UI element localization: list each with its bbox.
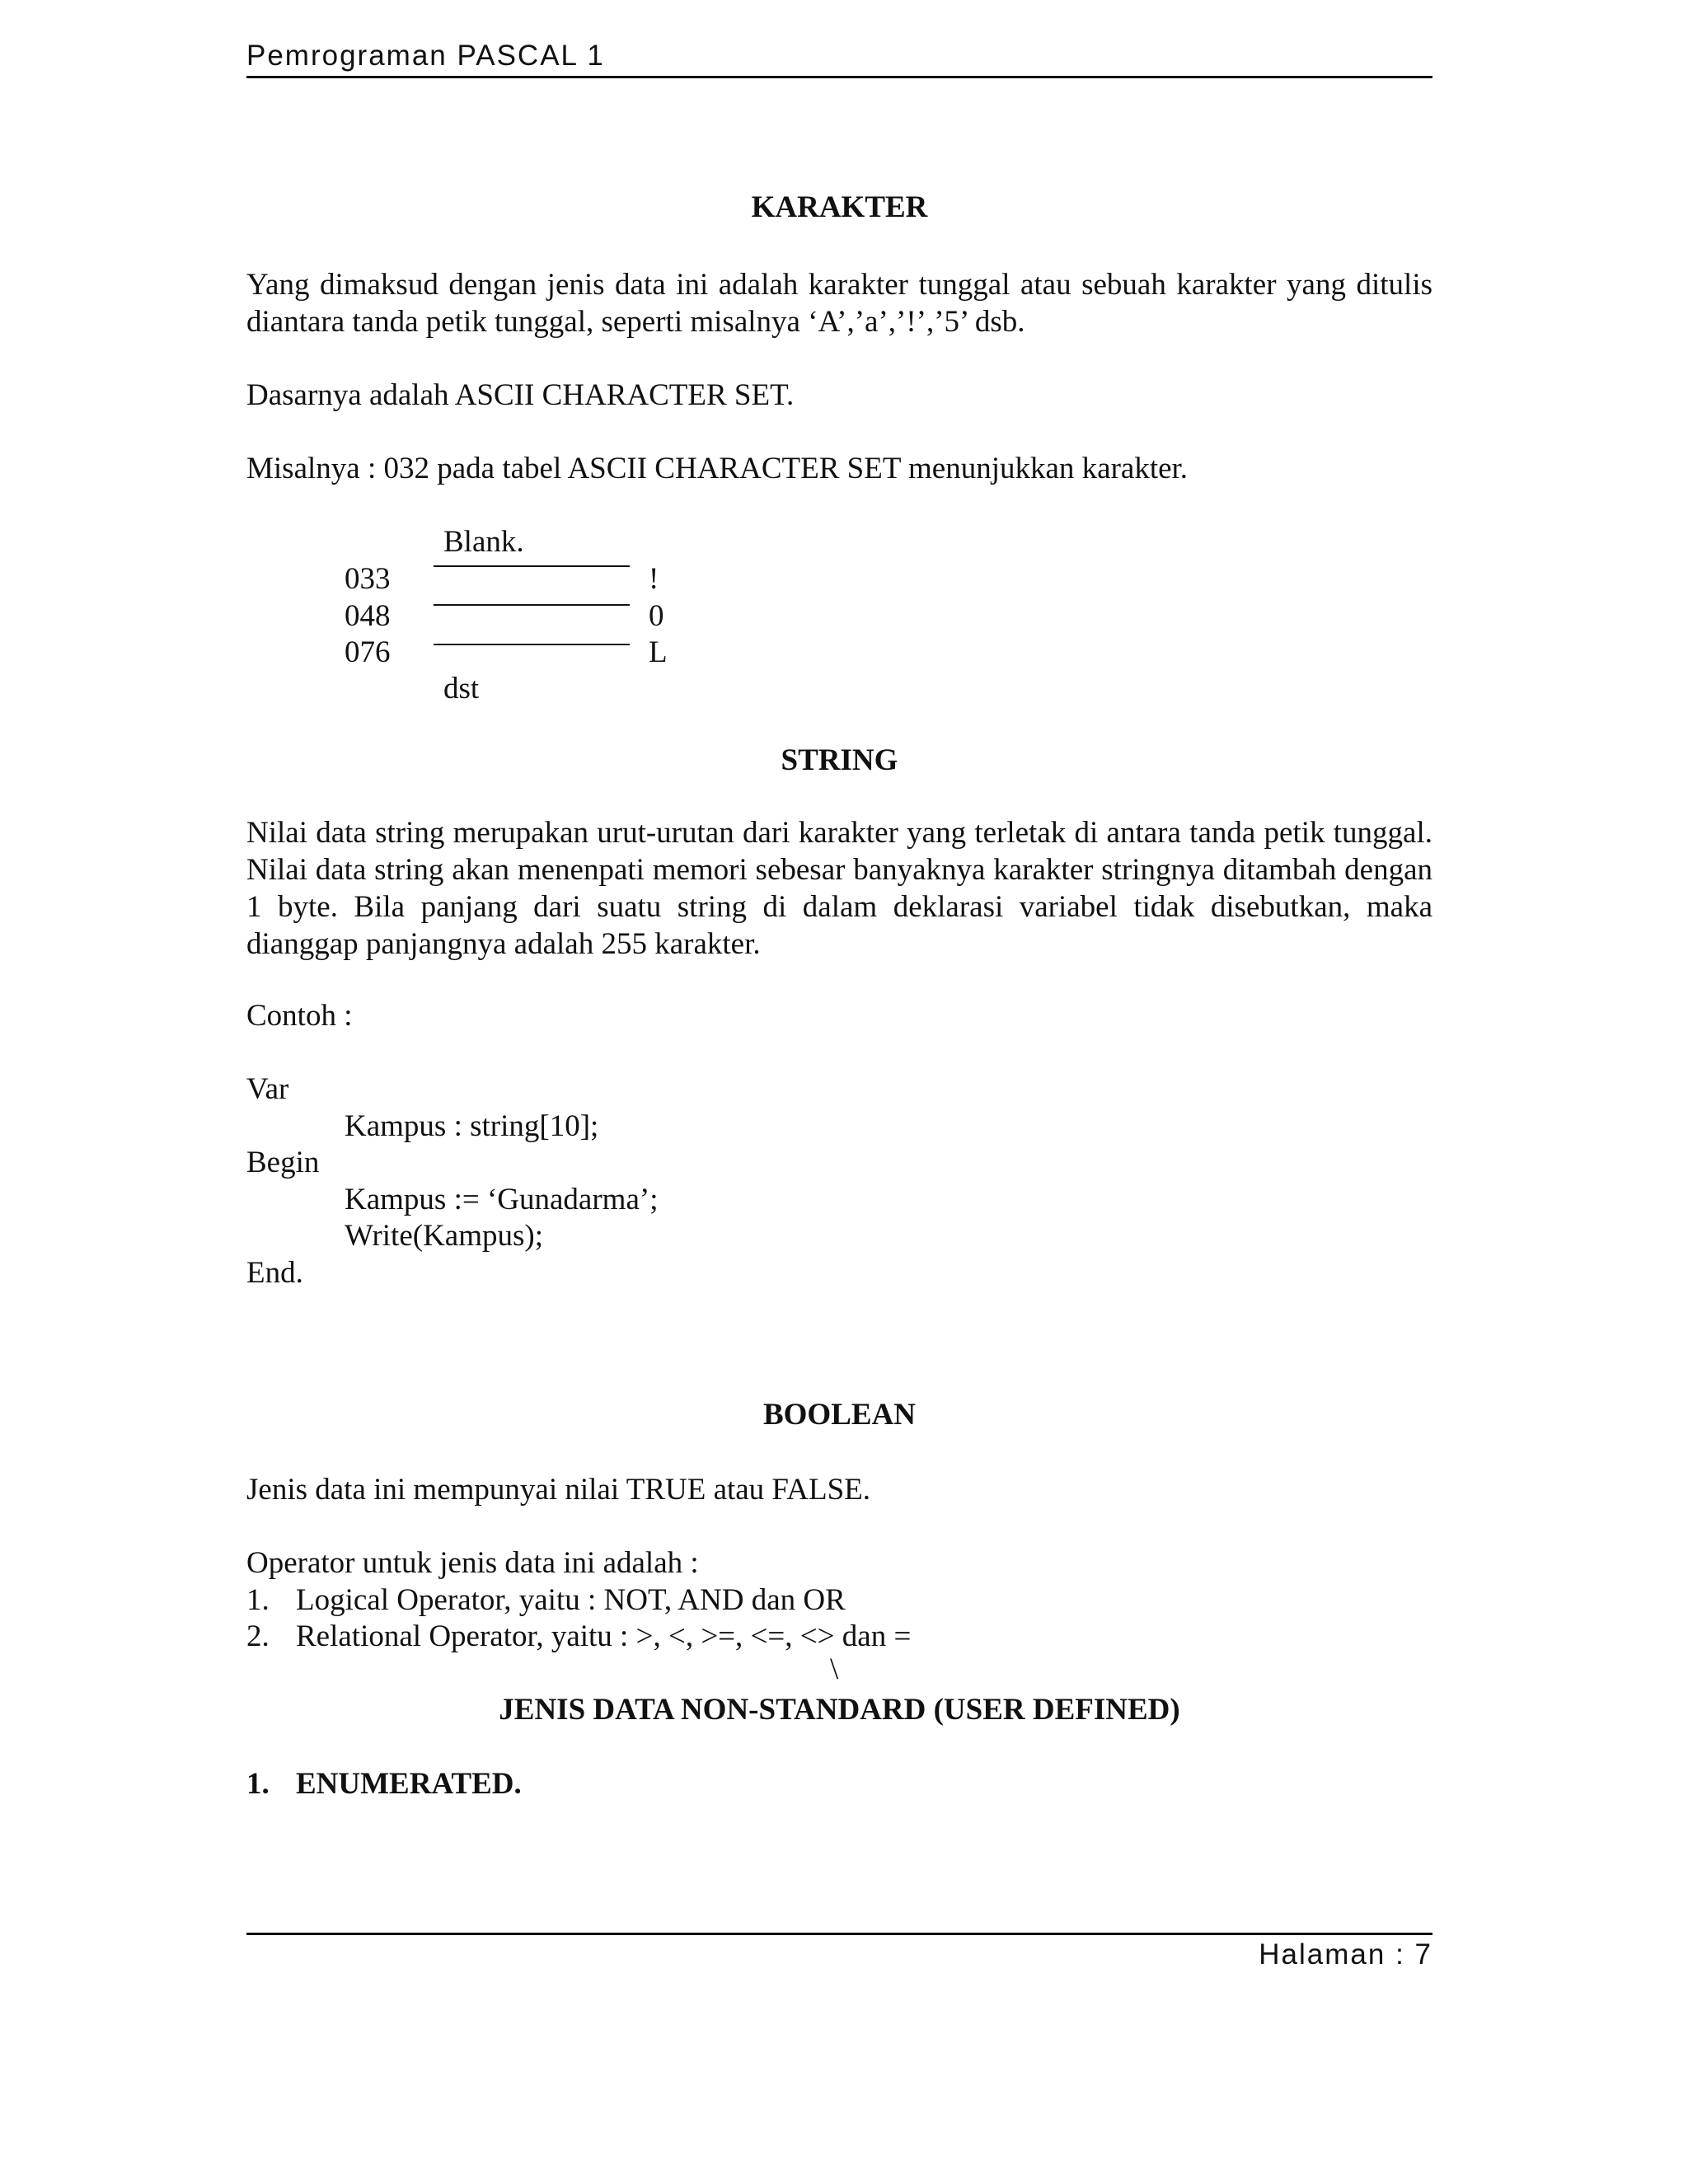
- list-item-number: 1.: [246, 1583, 270, 1617]
- ascii-code: 048: [345, 599, 391, 633]
- ascii-trailer: dst: [443, 672, 480, 705]
- karakter-paragraph-1: Yang dimaksud dengan jenis data ini adalah karakter tunggal atau sebuah karakter yang ditulis diantara tanda petik tunggal, seperti misalnya ‘A’,’a’,’!’,’5’ dsb.: [246, 268, 1432, 339]
- code-line: Kampus := ‘Gunadarma’;: [345, 1183, 659, 1216]
- page-header-title: Pemrograman PASCAL 1: [246, 40, 605, 72]
- list-item: Logical Operator, yaitu : NOT, AND dan OR: [296, 1583, 846, 1617]
- ascii-code: 076: [345, 635, 391, 669]
- ascii-row-line: [434, 565, 630, 567]
- code-line: Begin: [246, 1146, 320, 1179]
- boolean-paragraph-1: Jenis data ini mempunyai nilai TRUE atau FALSE.: [246, 1473, 871, 1507]
- ascii-code: 033: [345, 562, 391, 596]
- karakter-paragraph-2: Dasarnya adalah ASCII CHARACTER SET.: [246, 378, 795, 412]
- stray-backslash: \: [830, 1652, 839, 1686]
- example-label: Contoh :: [246, 999, 353, 1033]
- code-line: Write(Kampus);: [345, 1219, 543, 1253]
- page-number: Halaman : 7: [1259, 1938, 1432, 1971]
- ascii-row-line: [434, 604, 630, 606]
- ascii-char: !: [649, 562, 659, 596]
- string-paragraph: Nilai data string merupakan urut-urutan dari karakter yang terletak di antara tanda petik tunggal. Nilai data string akan menenpati memori sebesar banyaknya karakter stringnya ditambah dengan 1 byte. Bila panjang dari suatu string di dalam deklarasi variabel tidak disebutkan, maka dianggap panjangnya adalah 255 karakter.: [246, 816, 1432, 961]
- heading-non-standard: JENIS DATA NON-STANDARD (USER DEFINED): [499, 1693, 1180, 1727]
- boolean-paragraph-2: Operator untuk jenis data ini adalah :: [246, 1546, 699, 1580]
- ascii-char: 0: [649, 599, 664, 633]
- heading-boolean: BOOLEAN: [762, 1398, 917, 1432]
- ascii-char: L: [649, 635, 668, 669]
- heading-string: STRING: [781, 743, 898, 777]
- list-item-number: 2.: [246, 1619, 270, 1653]
- list-item: Relational Operator, yaitu : >, <, >=, <=, <> dan =: [296, 1619, 912, 1653]
- code-line: Kampus : string[10];: [345, 1109, 599, 1143]
- code-line: End.: [246, 1256, 303, 1290]
- header-rule: [246, 76, 1432, 78]
- enumerated-number: 1.: [246, 1767, 270, 1801]
- karakter-paragraph-3: Misalnya : 032 pada tabel ASCII CHARACTER SET menunjukkan karakter.: [246, 452, 1189, 485]
- ascii-blank-label: Blank.: [443, 525, 524, 559]
- ascii-row-line: [434, 644, 630, 645]
- footer-rule: [246, 1933, 1432, 1935]
- heading-karakter: KARAKTER: [751, 190, 928, 224]
- heading-enumerated: ENUMERATED.: [296, 1767, 522, 1801]
- code-line: Var: [246, 1072, 289, 1106]
